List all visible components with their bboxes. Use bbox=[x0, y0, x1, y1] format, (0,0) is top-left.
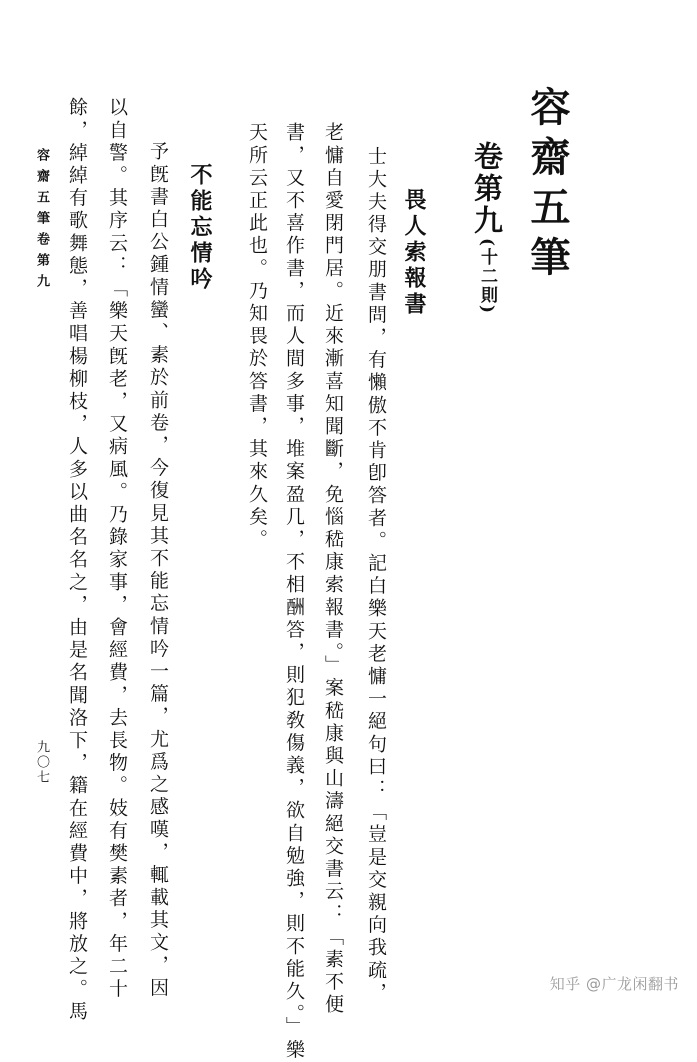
text-column: 餘，綽綽有歌舞態，善唱楊柳枝，人多以曲名名之，由是名聞洛下，籍在經費中，將放之。馬 bbox=[66, 97, 88, 1024]
text-column: 天所云正此也。乃知畏於答書，其來久矣。 bbox=[246, 122, 268, 552]
volume-note: (十二則) bbox=[477, 238, 497, 316]
text-column: 老慵自愛閉門居。近來漸喜知聞斷，免惱嵇康索報書。」案嵇康與山濤絕交書云：「素不便 bbox=[322, 122, 344, 1017]
text-column: 士大夫得交朋書問，有懶傲不肯卽答者。記白樂天老慵一絕句曰：「豈是交親向我疏， bbox=[365, 146, 387, 1005]
page-number: 九〇七 bbox=[34, 740, 49, 785]
text-column: 書，又不喜作書，而人間多事，堆案盈几，不相酬答，則犯敎傷義，欲自勉強，則不能久。」樂 bbox=[283, 122, 305, 1062]
text-column: 以自警。其序云：「樂天旣老，又病風。乃錄家事，會經費，去長物。妓有樊素者，年二十 bbox=[106, 97, 128, 1001]
section-title-2: 不能忘情吟 bbox=[187, 163, 213, 293]
section-title-1: 畏人索報書 bbox=[401, 188, 427, 318]
book-title: 容齋五筆 bbox=[524, 86, 571, 286]
running-head: 容齋五筆卷第九 bbox=[34, 148, 49, 295]
watermark: 知乎 @广龙闲翻书 bbox=[549, 975, 679, 993]
text-column: 予旣書白公鍾情蠻、素於前卷，今復見其不能忘情吟一篇，尤爲之感嘆，輒載其文，因 bbox=[147, 141, 169, 1000]
volume-title: 卷第九 bbox=[470, 141, 504, 237]
